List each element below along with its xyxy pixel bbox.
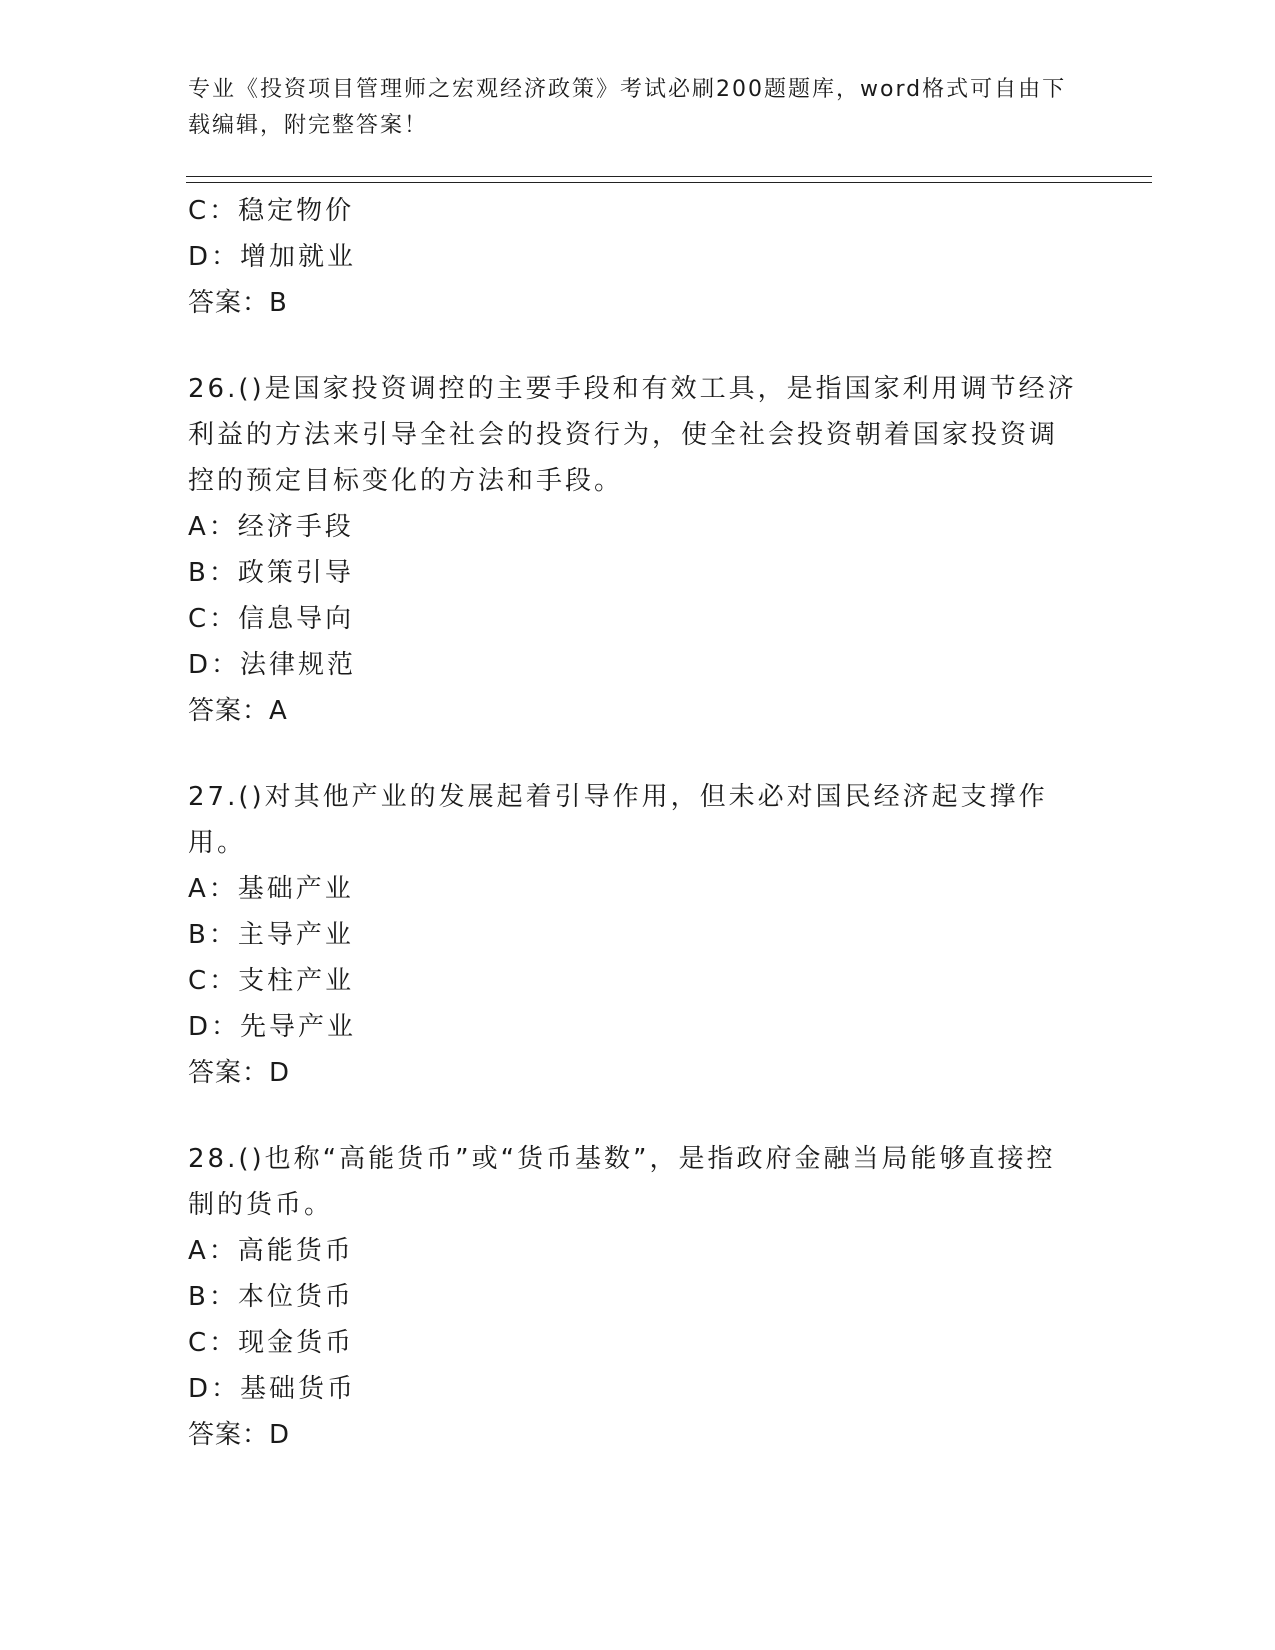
carryover-question: [188, 188, 1088, 326]
answer-line: 答案：A: [188, 696, 288, 726]
option-d: D：法律规范: [188, 650, 357, 680]
option-d: D：先导产业: [188, 1012, 357, 1042]
option-a: A：经济手段: [188, 512, 354, 542]
question-27: [188, 774, 1088, 1096]
answer-line: 答案：B: [188, 288, 288, 318]
question-text: 28.()也称“高能货币”或“货币基数”，是指政府金融当局能够直接控制的货币。: [188, 1144, 1056, 1220]
header-rule-bottom: [186, 182, 1152, 183]
option-d: D：基础货币: [188, 1374, 357, 1404]
question-text: 26.()是国家投资调控的主要手段和有效工具，是指国家利用调节经济利益的方法来引导全社会的投资行为，使全社会投资朝着国家投资调控的预定目标变化的方法和手段。: [188, 374, 1077, 496]
answer-line: 答案：D: [188, 1058, 291, 1088]
header-rule-top: [186, 176, 1152, 177]
option-b: B：政策引导: [188, 558, 354, 588]
question-26: [188, 366, 1088, 734]
option-a: A：基础产业: [188, 874, 354, 904]
option-d: D：增加就业: [188, 242, 357, 272]
option-c: C：现金货币: [188, 1328, 355, 1358]
option-a: A：高能货币: [188, 1236, 354, 1266]
option-c: C：稳定物价: [188, 196, 355, 226]
option-c: C：信息导向: [188, 604, 355, 634]
option-b: B：本位货币: [188, 1282, 354, 1312]
option-c: C：支柱产业: [188, 966, 355, 996]
document-header: 专业《投资项目管理师之宏观经济政策》考试必刷200题题库，word格式可自由下载编辑，附完整答案！: [188, 77, 1067, 138]
document-body: [188, 188, 1088, 1458]
question-28: [188, 1136, 1088, 1458]
answer-line: 答案：D: [188, 1420, 291, 1450]
option-b: B：主导产业: [188, 920, 354, 950]
question-text: 27.()对其他产业的发展起着引导作用，但未必对国民经济起支撑作用。: [188, 782, 1048, 858]
